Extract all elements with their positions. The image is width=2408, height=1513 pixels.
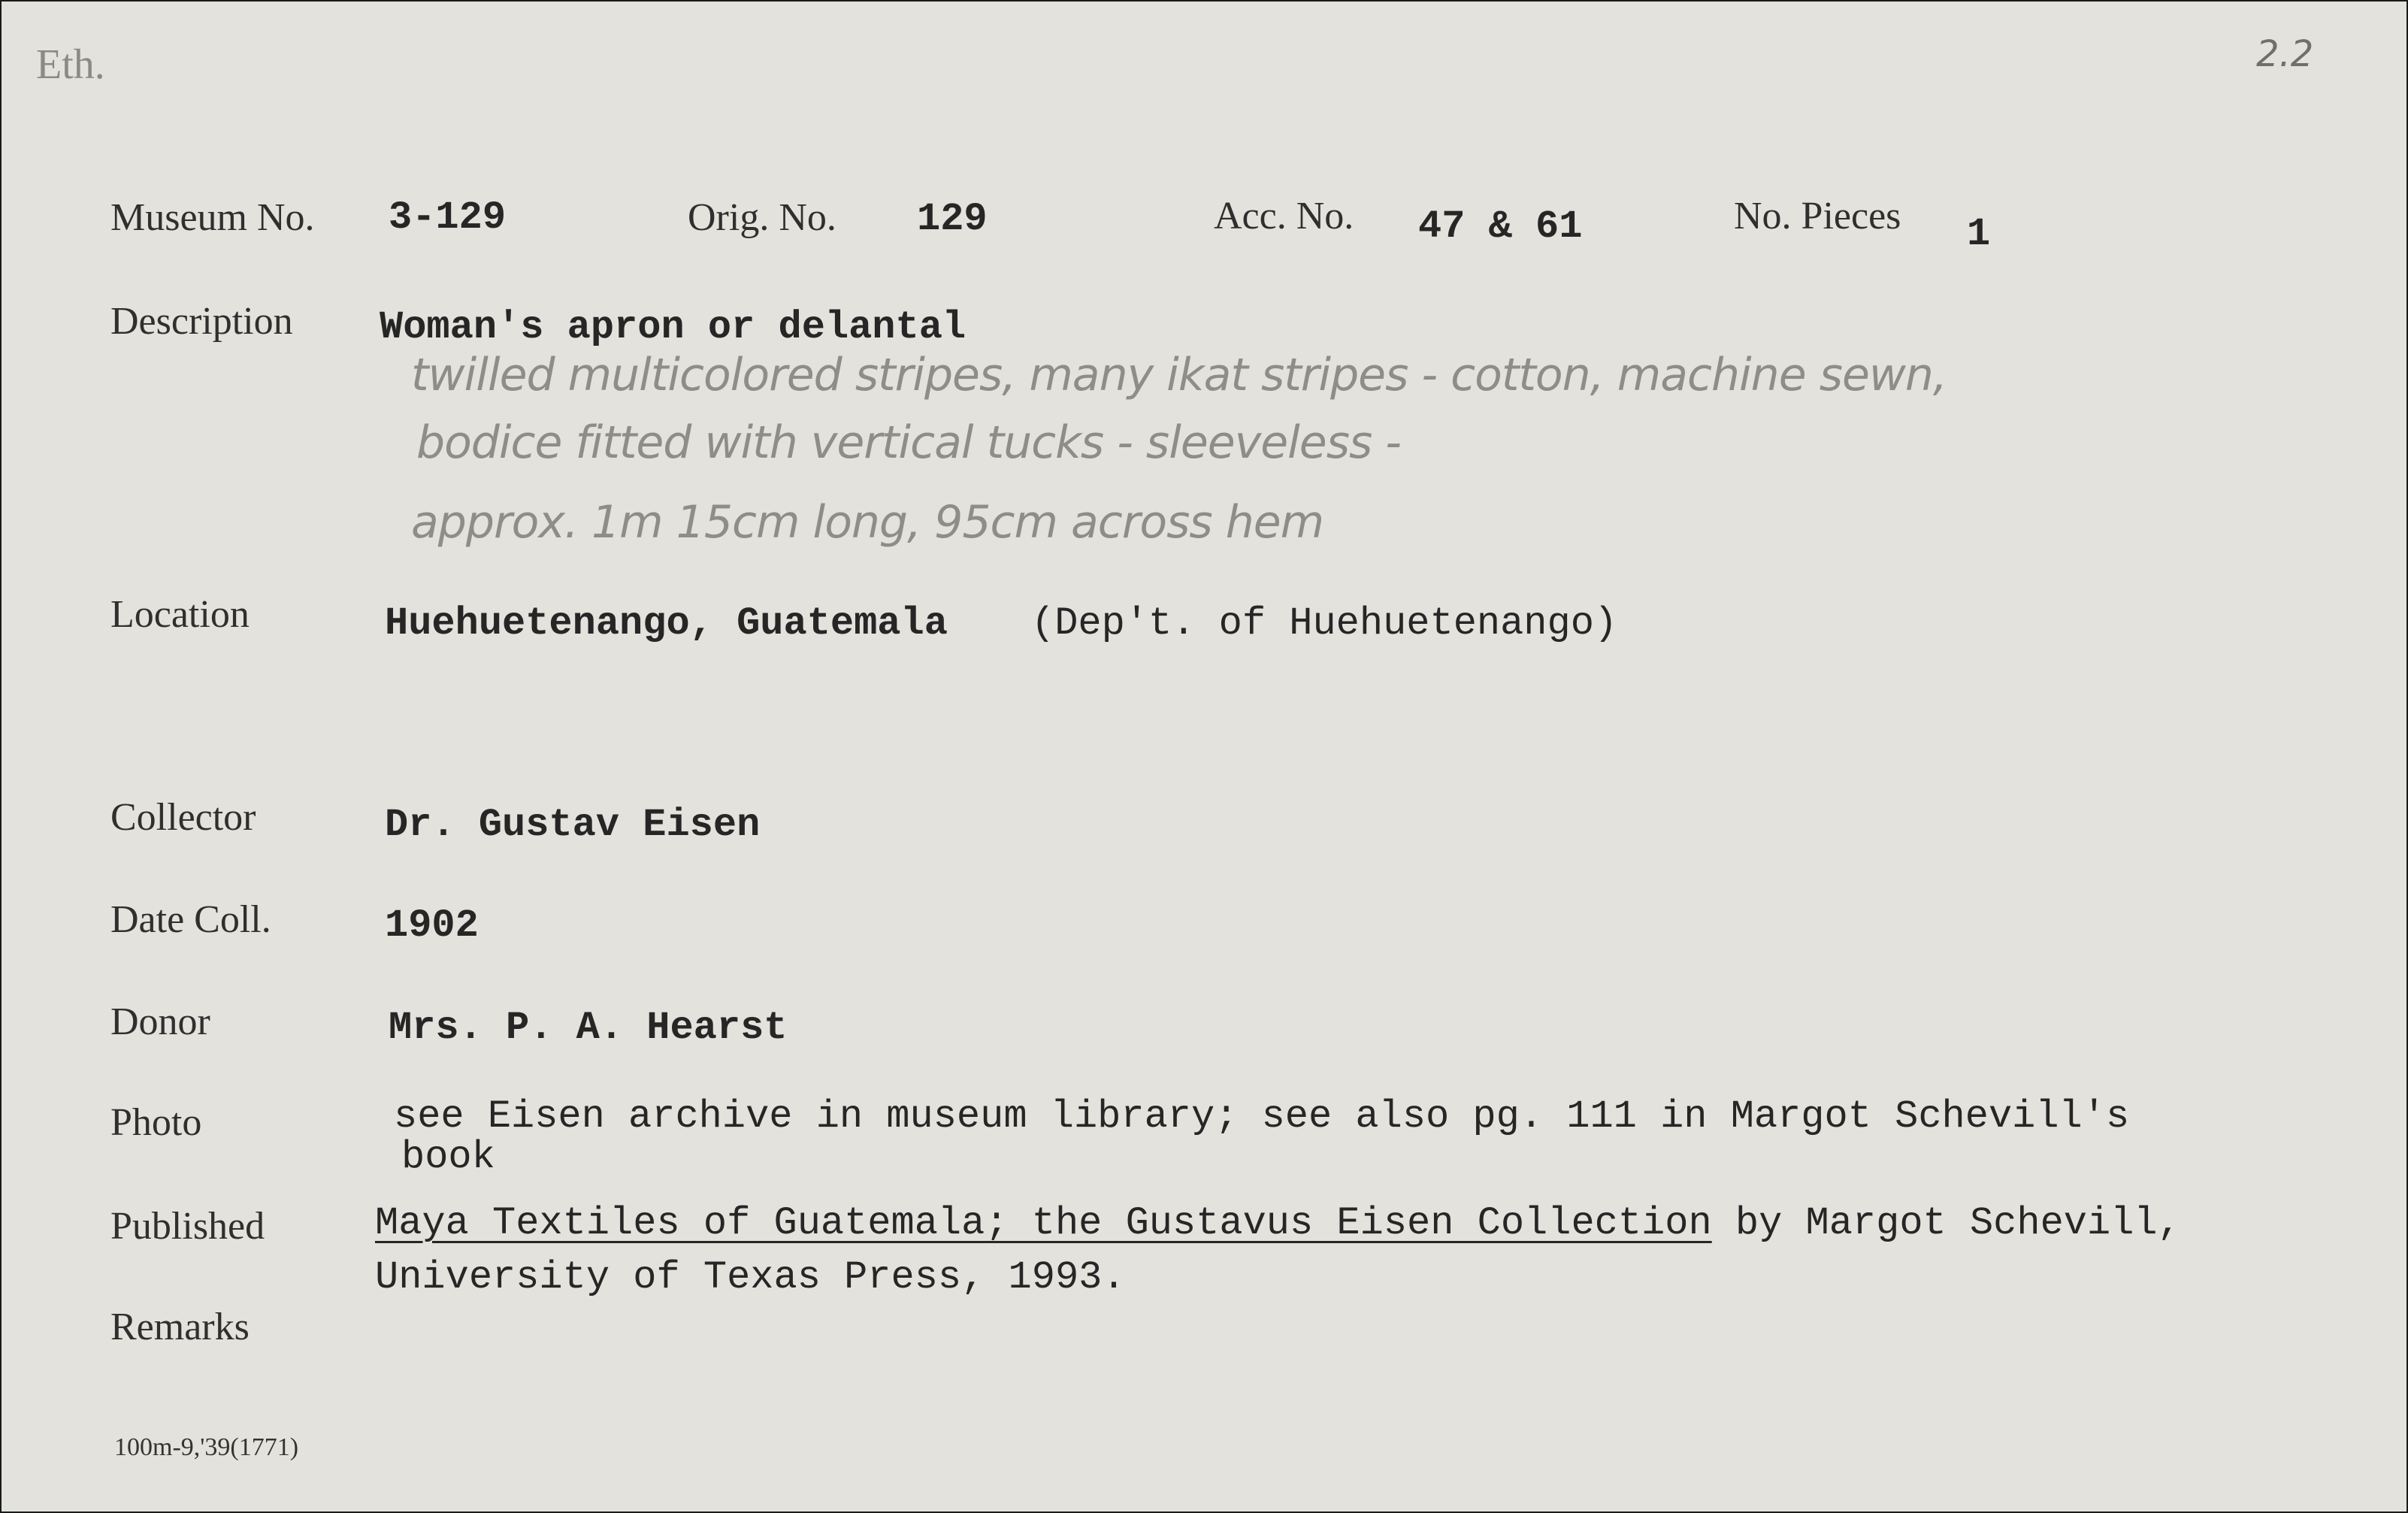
orig-no-label: Orig. No. [688, 196, 836, 239]
corner-eth-mark: Eth. [36, 41, 105, 88]
collector-label: Collector [110, 796, 256, 839]
description-handwritten-line-1: twilled multicolored stripes, many ikat stripes - cotton, machine sewn, [411, 349, 1947, 401]
donor-label: Donor [110, 1000, 210, 1043]
description-handwritten-line-2: bodice fitted with vertical tucks - sleeveless - [416, 416, 1401, 469]
location-dept-value: (Dep't. of Huehuetenango) [1031, 601, 1618, 646]
card-form-number: 100m-9,'39(1771) [114, 1433, 299, 1461]
published-book-title: Maya Textiles of Guatemala; the Gustavus Eisen Collection [375, 1201, 1712, 1245]
date-coll-value: 1902 [385, 903, 479, 948]
no-pieces-value: 1 [1967, 212, 1991, 256]
location-label: Location [110, 593, 250, 636]
photo-value-line-2: book [401, 1135, 495, 1179]
museum-no-label: Museum No. [110, 196, 315, 239]
description-label: Description [110, 300, 293, 343]
published-value-line-2: University of Texas Press, 1993. [375, 1255, 1126, 1300]
photo-value-line-1: see Eisen archive in museum library; see also pg. 111 in Margot Schevill's [394, 1094, 2130, 1139]
published-author: by Margot Schevill, [1711, 1201, 2181, 1245]
orig-no-value: 129 [917, 197, 988, 241]
corner-number-mark: 2.2 [2256, 33, 2314, 75]
donor-value: Mrs. P. A. Hearst [389, 1006, 788, 1050]
location-main-value: Huehuetenango, Guatemala [385, 601, 948, 646]
acc-no-label: Acc. No. [1214, 195, 1354, 238]
description-value: Woman's apron or delantal [380, 305, 967, 350]
date-coll-label: Date Coll. [110, 898, 271, 941]
museum-no-value: 3-129 [389, 195, 507, 240]
remarks-label: Remarks [110, 1306, 250, 1348]
description-handwritten-line-3: approx. 1m 15cm long, 95cm across hem [411, 496, 1324, 549]
published-label: Published [110, 1205, 265, 1248]
acc-no-value: 47 & 61 [1418, 204, 1583, 249]
no-pieces-label: No. Pieces [1734, 195, 1901, 238]
photo-label: Photo [110, 1101, 202, 1144]
collector-value: Dr. Gustav Eisen [385, 803, 761, 847]
published-value-line-1 [375, 1201, 2181, 1245]
